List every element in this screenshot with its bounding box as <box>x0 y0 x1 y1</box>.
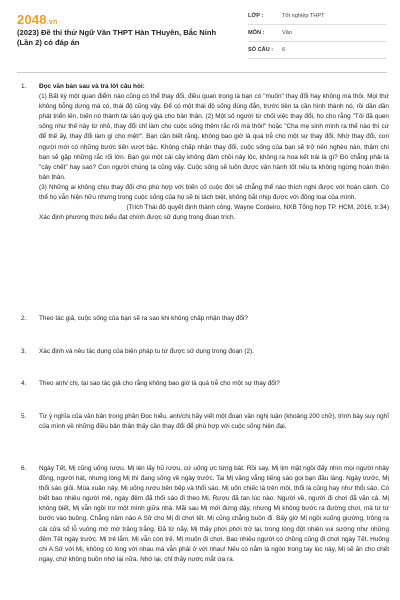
question-list <box>0 80 400 600</box>
passage-citation: (Trích Thái độ quyết định thành công, Wayne Cordeiro, NXB Tổng hợp TP. HCM, 2016, tr.34) <box>126 204 389 212</box>
site-logo[interactable] <box>17 12 57 27</box>
question-number: 6. <box>21 465 27 472</box>
meta-key: SỐ CÂU : <box>248 47 274 53</box>
meta-row-class <box>248 8 386 25</box>
question-heading: Đọc văn bản sau và trả lời câu hỏi: <box>39 83 145 90</box>
meta-value: 6 <box>282 47 286 53</box>
question-task: Xác định phương thức biểu đạt chính được sử dụng trong đoạn trích. <box>39 214 236 222</box>
meta-key: LỚP : <box>248 13 264 19</box>
document-title: (2023) Đề thi thử Ngữ Văn THPT Hàn THuyên, Bắc Ninh (Lần 2) có đáp án <box>17 28 217 47</box>
question-number: 2. <box>21 315 27 322</box>
passage-paragraph: (3) Những ai không chịu thay đổi cho phù hợp với biến cố cuộc đời sẽ chẳng thể nào thích nghi được với hoàn cảnh. Có thể họ vẫn hiện hữu nhưng trong cuộc sống của họ sẽ bị tách biệt, không bắt nhịp được với đồng loại của mình. <box>39 183 389 202</box>
meta-value: Văn <box>282 30 292 36</box>
question-text: Ngày Tết, Mị cũng uống rượu. Mị lén lấy hũ rượu, cứ uống ực từng bát. Rồi say, Mị lịm mặt ngồi đấy nhìn mọi người nhảy đồng, người hát, nhưng lòng Mị thì đang sống về ngày trước. Tai Mị văng vẳng tiếng sáo gọi bạn đầu làng. Ngày trước, Mị thổi sáo giỏi. Mùa xuân này, Mị uống rượu bên bếp và thổi sáo. Mị uốn chiếc lá trên môi, thổi lá cũng hay như thổi sáo. Có biết bao nhiêu người mê, ngày đêm đã thổi sáo đi theo Mị. Rượu đã tan lúc nào. Người về, người đi chơi đã vãn cả. Mị không biết, Mị vẫn ngồi trơ một mình giữa nhà. Mãi sau Mị mới đứng dậy, nhưng Mị không bước ra đường chơi, mà từ từ bước vào buồng. Chẳng năm nào A Sử cho Mị đi chơi tết. Mị cũng chẳng buồn đi. Bấy giờ Mị ngồi xuống giường, trông ra cái cửa sổ lỗ vuông mờ mờ trăng trắng. Đã từ nãy, Mị thấy phơi phới trở lại, trong lòng đột nhiên vui sướng như những đêm Tết ngày trước. Mị trẻ lắm. Mị vẫn còn trẻ. Mị muốn đi chơi. Bao nhiêu người có chồng cũng đi chơi ngày Tết. Huống chi A Sử với Mị, không có lòng với nhau mà vẫn phải ở với nhau! Nếu có nắm lá ngón trong tay lúc này, Mị sẽ ăn cho chết ngay, chứ không buồn nhớ lại nữa. Nhớ lại, chỉ thấy nước mắt ứa ra. <box>39 465 389 563</box>
header-divider <box>17 72 387 73</box>
meta-row-count <box>248 42 386 59</box>
meta-value: Tốt nghiệp THPT <box>282 13 325 19</box>
question-number: 1. <box>21 83 27 90</box>
question-text: Theo tác giả, cuộc sống của bạn sẽ ra sao khi không chấp nhận thay đổi? <box>39 315 248 322</box>
brand-tld: .vn <box>46 19 58 26</box>
question-text: Từ ý nghĩa của văn bản trong phần Đọc hiểu, anh/chị hãy viết một đoạn văn nghị luận (khoảng 200 chữ), trình bày suy nghĩ của mình về những điều bản thân thấy cần thay đổi để phù hợp với cuộc sống hiện đại. <box>39 413 389 431</box>
meta-key: MÔN : <box>248 30 265 36</box>
question-number: 4. <box>21 380 27 387</box>
brand-name: 2048 <box>17 12 47 27</box>
meta-row-subject <box>248 25 386 42</box>
question-text: Theo anh/ chị, tại sao tác giả cho rằng không bao giờ là quá trễ cho một sự thay đổi? <box>39 380 280 387</box>
metadata-table <box>248 8 386 59</box>
passage-paragraph: (1) Bất kỳ một quan điểm nào cũng có thể thay đổi, điều quan trọng là bạn có "muốn" thay đổi hay không mà thôi. Mọi thứ không bỗng dưng mà có, thái độ cũng vậy. Để có một thái độ sống đúng đắn, trước tiên ta cần hình thành nó, rồi dần dần phát triển lên, biến nó thành tài sản quý giá cho bản thân. (2) Một số người từ chối việc thay đổi, họ cho rằng "Tôi đã quen sống như thế này từ nhỏ, thay đổi chỉ làm cho cuộc sống thêm rắc rối mà thôi!" hoặc "Cha mẹ sinh mình ra thế nào thì cứ để thế ấy, thay đổi làm gì cho mệt!". Bạn cần biết rằng, không bao giờ là quá trễ cho một sự thay đổi. Nhờ thay đổi, con người mới có những bước tiến vượt bậc. Không chấp nhận thay đổi, cuộc sống của bạn sẽ trở nên nghèo nàn, thậm chí bạn sẽ gặp những rắc rối lớn. Bạn gọi một cái cây không đâm chồi nảy lộc, không ra hoa kết trái là gì? Đó chẳng phải là "cây chết" hay sao? Con người chúng ta cũng vậy. Cuộc sống sẽ luôn được vận hành tốt nếu ta không ngừng hoàn thiện bản thân. <box>39 93 389 181</box>
question-text: Xác định và nêu tác dụng của biện pháp tu từ được sử dụng trong đoạn (2). <box>39 348 254 355</box>
question-body <box>39 82 389 223</box>
document-header <box>0 0 400 62</box>
question-number: 3. <box>21 348 27 355</box>
question-number: 5. <box>21 413 27 420</box>
